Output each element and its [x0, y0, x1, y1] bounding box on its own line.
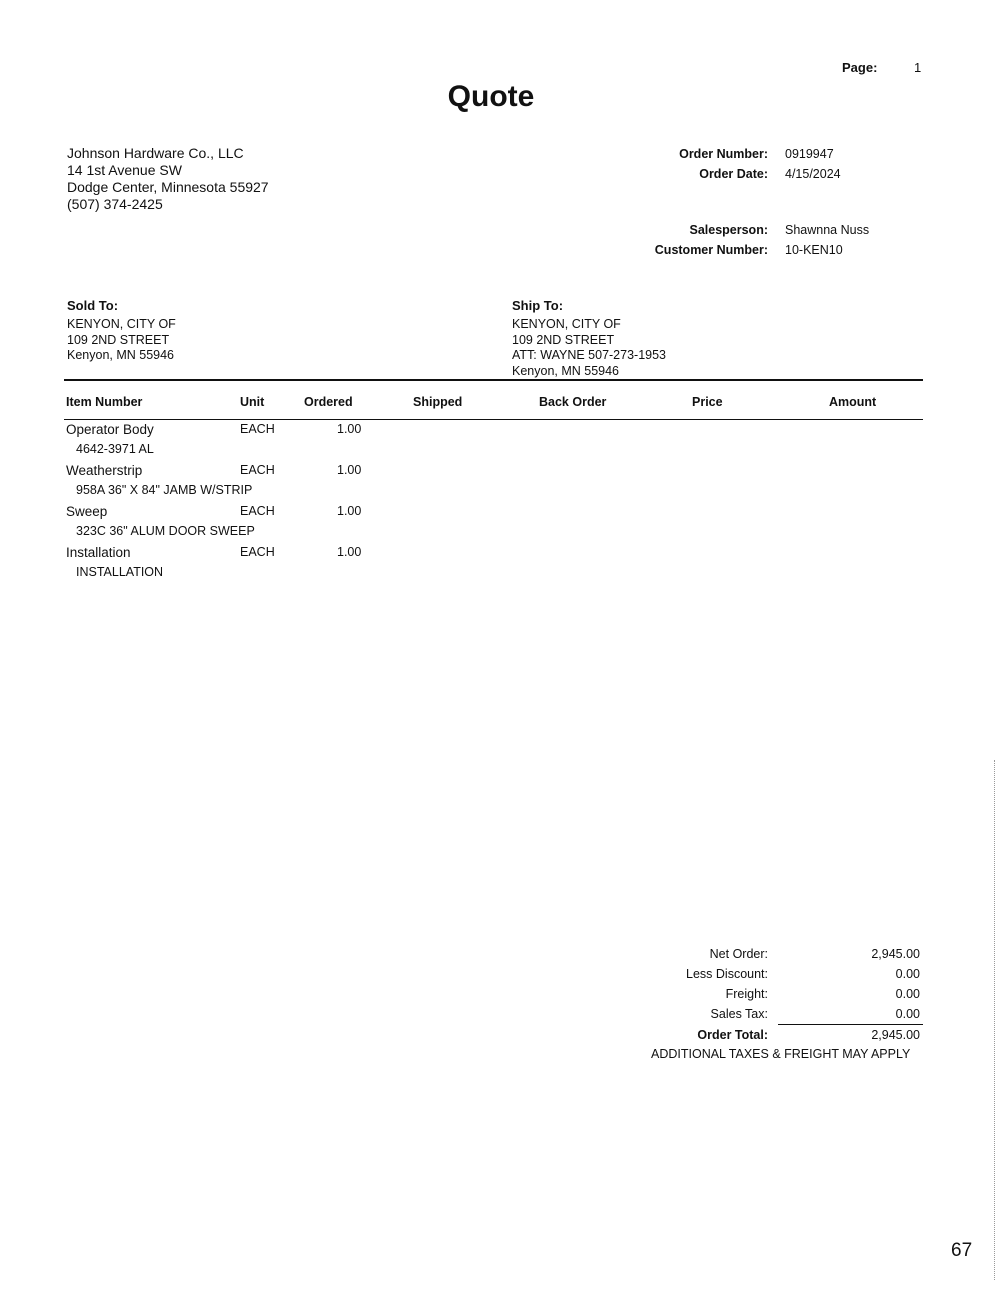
- ship-to-line: Kenyon, MN 55946: [512, 363, 620, 378]
- taxes-freight-note: ADDITIONAL TAXES & FREIGHT MAY APPLY: [651, 1047, 911, 1061]
- net-order-label: Net Order:: [709, 947, 768, 961]
- order-date-value: 4/15/2024: [785, 167, 841, 181]
- item-description: INSTALLATION: [76, 565, 164, 579]
- column-header-shipped: Shipped: [413, 395, 463, 409]
- order-date-label: Order Date:: [699, 167, 768, 181]
- freight-label: Freight:: [725, 987, 768, 1001]
- company-phone: (507) 374-2425: [67, 196, 163, 212]
- order-total-rule: [778, 1024, 923, 1025]
- order-total-row: [0, 1028, 1000, 1048]
- page-label: Page:: [842, 60, 878, 75]
- freight-value: 0.00: [895, 987, 920, 1001]
- item-ordered: 1.00: [337, 504, 362, 518]
- freight-row: [0, 987, 1000, 1007]
- customer-number-value: 10-KEN10: [785, 243, 843, 257]
- order-number-label: Order Number:: [679, 147, 768, 161]
- scan-edge-artifact: [994, 760, 996, 1280]
- item-ordered: 1.00: [337, 463, 362, 477]
- ship-to-line: KENYON, CITY OF: [512, 317, 621, 331]
- less-discount-row: [0, 967, 1000, 987]
- less-discount-value: 0.00: [895, 967, 920, 981]
- salesperson-value: Shawnna Nuss: [785, 223, 870, 237]
- item-unit: EACH: [240, 422, 275, 436]
- item-description: 958A 36" X 84" JAMB W/STRIP: [76, 483, 253, 497]
- sales-tax-value: 0.00: [895, 1007, 920, 1021]
- sold-to-line: KENYON, CITY OF: [67, 317, 176, 331]
- item-unit: EACH: [240, 504, 275, 518]
- item-name: Sweep: [66, 504, 108, 519]
- company-name: Johnson Hardware Co., LLC: [67, 145, 244, 161]
- column-header-ordered: Ordered: [304, 395, 353, 409]
- sold-to-block: [67, 298, 176, 364]
- sold-to-line: Kenyon, MN 55946: [67, 348, 175, 362]
- item-unit: EACH: [240, 463, 275, 477]
- column-header-price: Price: [692, 395, 723, 409]
- item-unit: EACH: [240, 545, 275, 559]
- net-order-row: [0, 947, 1000, 967]
- order-number-value: 0919947: [785, 147, 834, 161]
- item-description: 4642-3971 AL: [76, 442, 154, 456]
- sales-tax-label: Sales Tax:: [710, 1007, 768, 1021]
- less-discount-label: Less Discount:: [686, 967, 768, 981]
- bates-page-number: 67: [951, 1240, 973, 1261]
- customer-number-label: Customer Number:: [654, 243, 768, 257]
- table-header-rule: [64, 419, 923, 420]
- company-city: Dodge Center, Minnesota 55927: [67, 179, 269, 195]
- column-header-back-order: Back Order: [539, 395, 607, 409]
- ship-to-line: ATT: WAYNE 507-273-1953: [512, 348, 667, 362]
- ship-to-address: [512, 317, 666, 379]
- item-ordered: 1.00: [337, 422, 362, 436]
- column-header-item-number: Item Number: [66, 395, 143, 409]
- item-name: Operator Body: [66, 422, 154, 437]
- sold-to-line: 109 2ND STREET: [67, 332, 170, 347]
- item-ordered: 1.00: [337, 545, 362, 559]
- order-total-label: Order Total:: [697, 1028, 768, 1042]
- net-order-value: 2,945.00: [871, 947, 920, 961]
- ship-to-label: Ship To:: [512, 298, 564, 313]
- item-name: Installation: [66, 545, 131, 560]
- column-header-unit: Unit: [240, 395, 265, 409]
- sold-to-address: [67, 317, 176, 364]
- salesperson-label: Salesperson:: [689, 223, 768, 237]
- company-address: [67, 145, 269, 213]
- document-title: Quote: [447, 80, 535, 113]
- order-total-value: 2,945.00: [871, 1028, 920, 1042]
- table-top-rule: [64, 379, 923, 381]
- item-name: Weatherstrip: [66, 463, 143, 478]
- column-header-amount: Amount: [829, 395, 877, 409]
- ship-to-line: 109 2ND STREET: [512, 332, 615, 347]
- ship-to-block: [512, 298, 666, 379]
- sold-to-label: Sold To:: [67, 298, 119, 313]
- company-street: 14 1st Avenue SW: [67, 162, 182, 178]
- item-description: 323C 36" ALUM DOOR SWEEP: [76, 524, 255, 538]
- page-number-value: 1: [914, 60, 922, 75]
